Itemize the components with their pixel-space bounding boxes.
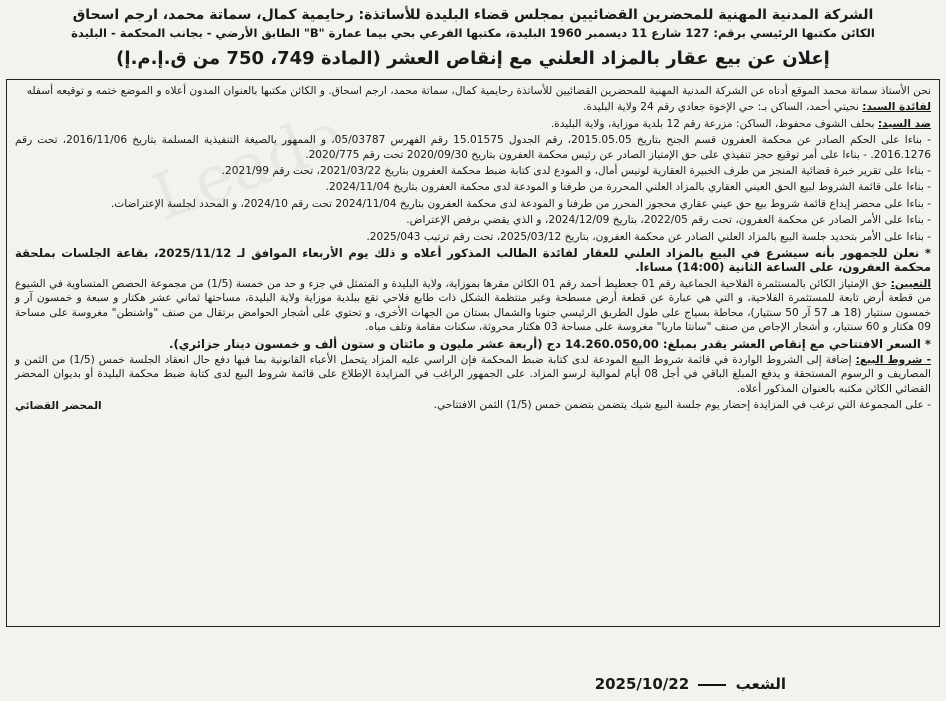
footer-dash xyxy=(698,684,726,686)
opening-price: * السعر الافتتاحي مع إنقاص العشر يقدر بمبلغ: 14.260.050,00 دج (أربعة عشر مليون و مائتان و ستون ألف و خمسون دينار جزائري). xyxy=(169,336,931,351)
intro-paragraph: نحن الأستاذ سماتة محمد الموقع أدناه عن الشركة المدنية المهنية للمحضرين القضائيين للأساتذة رحايمية كمال، سماتة محمد، ارجم اسحاق. و الكائن مكتبها بالعنوان المدون أعلاه و الموضع ختمه و توقيعه أسفله xyxy=(26,85,931,97)
spec-label: التعيين: xyxy=(890,277,931,290)
sale-conditions xyxy=(15,353,931,396)
debtor-text: بحلف الشوف محفوظ، الساكن: مزرعة رقم 12 بلدية موزاية، ولاية البليدة. xyxy=(550,117,878,130)
publication-footer xyxy=(595,675,786,693)
publication-date: 2025/10/22 xyxy=(594,675,690,693)
property-spec xyxy=(15,277,931,335)
conditions-label: - شروط البيع: xyxy=(855,353,931,366)
company-name: الشركة المدنية المهنية للمحضرين القضائيين بمجلس قضاء البليدة للأساتذة: رحايمية كمال، سماتة محمد، ارجم اسحاق xyxy=(72,7,874,23)
basis-paragraph-3: - بناءا على قائمة الشروط لبيع الحق العيني العقاري بالمزاد العلني المحررة من طرفنا و المودعة لدى محكمة العفرون بتاريخ 2024/11/04. xyxy=(325,181,931,194)
debtor-line xyxy=(15,117,931,131)
basis-paragraph-6: - بناءا على الأمر بتحديد جلسة البيع بالمزاد العلني الصادر عن محكمة العفرون، بتاريخ 2025/03/12، تحت رقم ترتيب 2025/043. xyxy=(366,230,931,243)
basis-paragraph-5: - بناءا على الأمر الصادر عن محكمة العفرون، تحت رقم 2022/05، بتاريخ 2024/12/09، و الذي يقضي برفض الإعتراض. xyxy=(406,214,931,227)
debtor-label: ضد السيد: xyxy=(877,117,931,130)
creditor-text: نحيتي أحمد، الساكن بـ: حي الإخوة جعادي رقم 24 ولاية البليدة. xyxy=(583,101,863,114)
conditions-text: إضافة إلى الشروط الواردة في قائمة شروط البيع المودعة لدى كتابة ضبط المحكمة فإن الراسي عليه المزاد يتحمل الأعباء القانونية بما فيها دفع حال انعقاد الجلسة خمس (1/5) من الثمن و المصاريف و الرسوم المستحقة و يدفع المبلغ الباقي في أجل 08 أيام لموالية لرسو المزاد. على الجمهور الراغب في المزايدة الإطلاع على قائمة شروط البيع لدى كتابة ضبط محكمة البليدة أو بديوان المحضر القضائي الكائن مكتبه بالعنوان المذكور أعلاه. xyxy=(15,353,931,395)
notice-header xyxy=(6,6,940,42)
final-note: - على المجموعة التي ترغب في المزايدة إحضار يوم جلسة البيع شيك يتضمن بتضمن خمس (1/5) الثمن الافتتاحي. xyxy=(433,399,931,412)
bailiff-signature: المحضر القضائي xyxy=(15,399,102,412)
notice-title: إعلان عن بيع عقار بالمزاد العلني مع إنقاص العشر (المادة 749، 750 من ق.إ.م.إ) xyxy=(116,48,830,69)
creditor-line xyxy=(15,100,931,114)
basis-paragraph-1: - بناءا على الحكم الصادر عن محكمة العفرون قسم الجنح بتاريخ 2015.05.05، رقم الجدول 15.01575 رقم الفهرس 05/03787، و الممهور بالصيغة التنفيذية المسلمة بتاريخ 2016/11/06، تحت رقم 2016.1276. - بناءا على أمر توقيع حجز تنفيذي على حق الإمتياز الصادر عن رئيس محكمة العفرون بتاريخ 2020/09/30 تحت رقم 2020/775. xyxy=(15,134,931,161)
company-address: الكائن مكتبها الرئيسي برقم: 127 شارع 11 ديسمبر 1960 البليدة، مكتبها الفرعي بحي بيما عمارة "B" الطابق الأرضي - بجانب المحكمة - البليدة xyxy=(71,26,875,40)
creditor-label: لفائدة السيد: xyxy=(862,101,931,114)
notice-body xyxy=(6,79,940,627)
spec-text: حق الإمتياز الكائن بالمستثمرة الفلاحية الجماعية رقم 01 جعطيط أحمد رقم 01 الكائن مقرها بموزاية، ولاية البليدة و المتمثل في جزء و حد من خمسة (1/5) من مجموعة الحصص المتساوية في الشيوع من قطعة أرض تابعة للمستثمرة الفلاحية، و التي هي عبارة عن قطعة أرض مسطحة وغير منتظمة الشكل ذات طابع فلاحي تقع ببلدية موزاية ولاية البليدة، مساحتها ثماني عشر هكتار و سبعة و خمسون آر و خمسون سنتيار (18 هـ 57 آر 50 سنتيار)، محاطة بسياج على طول الطريق الرئيسي جنوبا والشمال بستان من الجهات الأخرى، و تحتوي على أشجار الحوامض برتقال من صنف "واشنطن" مغروسة على مساحة 09 هكتار و 60 سنتيار، و أشجار الإجاص من صنف "سانتا ماريا" مغروسة على مساحة 03 هكتار محروثة، سكنات مقامة وتلف مياه. xyxy=(15,277,931,334)
basis-paragraph-2: - بناءا على تقرير خبرة قضائية المنجز من طرف الخبيرة العقارية لونيس أمال، و المودع لدى كتابة ضبط محكمة العفرون بتاريخ 2021/03/22، تحت رقم 2021/99. xyxy=(221,165,931,178)
newspaper-name: الشعب xyxy=(735,675,786,693)
auction-announcement: * نعلن للجمهور بأنه سيشرع في البيع بالمزاد العلني للعقار لفائدة الطالب المذكور أعلاه و ذلك يوم الأربعاء الموافق لـ 2025/11/12، بقاعة الجلسات بملحقة محكمة العفرون، على الساعة الثانية (14:00) مساءا. xyxy=(15,246,931,275)
basis-paragraph-4: - بناءا على محضر إيداع قائمة شروط بيع حق عيني عقاري محجوز المحرر من طرفنا و المودعة لدى محكمة العفرون بتاريخ 2024/11/04 تحت رقم 2024/10، و المحدد لجلسة الإعتراضات. xyxy=(110,197,931,210)
